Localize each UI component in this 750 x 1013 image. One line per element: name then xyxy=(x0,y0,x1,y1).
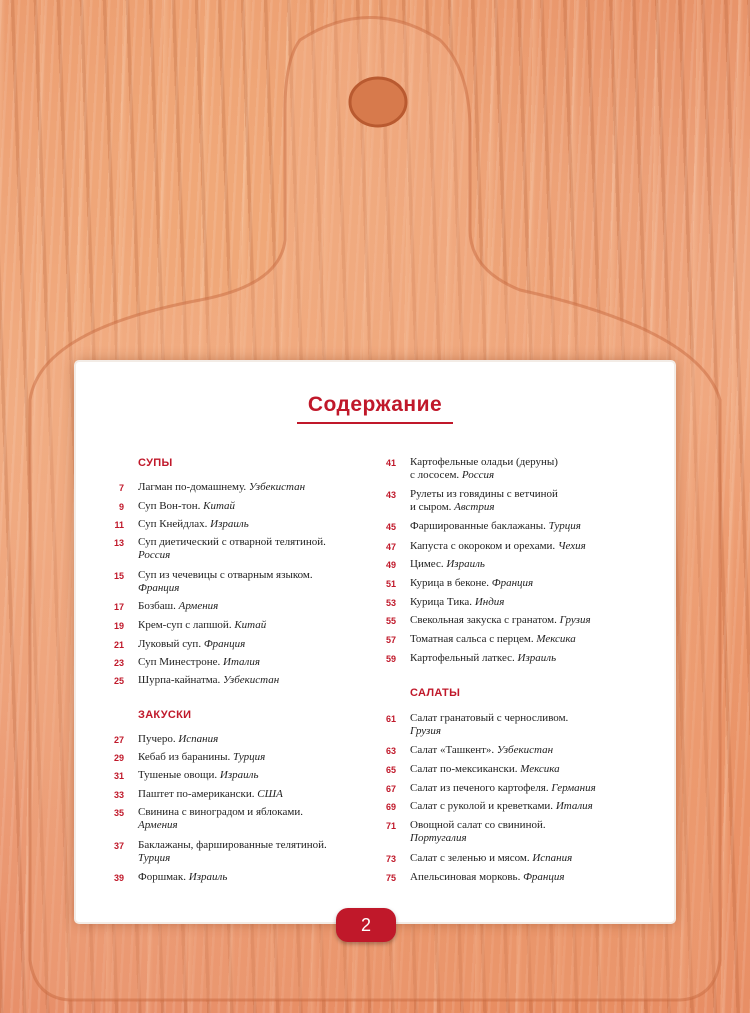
toc-page-number: 43 xyxy=(385,490,396,500)
toc-entry-title: Шурпа-кайнатма. xyxy=(138,674,224,686)
toc-entry-title: Суп из чечевицы с отварным языком. xyxy=(138,569,313,581)
toc-entry-title: Бозбаш. xyxy=(138,600,179,612)
toc-entry xyxy=(138,536,326,562)
toc-entry xyxy=(410,596,504,609)
toc-entry-country: Россия xyxy=(461,469,495,481)
toc-page-number: 35 xyxy=(113,808,124,818)
title-underline xyxy=(297,422,453,424)
toc-entry-country: Грузия xyxy=(410,725,441,737)
toc-entry-title: Апельсиновая морковь. xyxy=(410,871,524,883)
toc-entry-country: Португалия xyxy=(410,832,467,844)
toc-page-number: 9 xyxy=(118,502,124,512)
toc-entry-country: Франция xyxy=(523,871,565,883)
toc-entry-title: Форшмак. xyxy=(138,871,189,883)
toc-entry-country: Китай xyxy=(234,619,267,631)
toc-entry-country: Италия xyxy=(223,656,260,668)
toc-page-number: 31 xyxy=(113,771,124,781)
toc-page-number: 7 xyxy=(118,483,124,493)
toc-entry-title: Салат из печеного картофеля. xyxy=(410,782,552,794)
toc-entry-title: Лагман по-домашнему. xyxy=(138,481,249,493)
toc-page-number: 63 xyxy=(385,746,396,756)
toc-entry-country: Россия xyxy=(138,549,171,561)
toc-page-number: 37 xyxy=(113,841,124,851)
toc-page-number: 27 xyxy=(113,735,124,745)
toc-page-number: 69 xyxy=(385,802,396,812)
toc-entry-country: Франция xyxy=(203,638,246,650)
toc-entry xyxy=(138,638,245,651)
toc-entry xyxy=(410,520,581,533)
toc-entry-country: Франция xyxy=(491,577,534,589)
toc-entry-title: Суп Минестроне. xyxy=(138,656,224,668)
toc-entry xyxy=(410,819,546,845)
toc-entry-title: Курица в беконе. xyxy=(410,577,492,589)
toc-entry-country: Австрия xyxy=(454,501,495,513)
toc-entry-title-cont: с лососем. xyxy=(410,469,462,481)
toc-entry xyxy=(138,788,283,801)
toc-page-number: 25 xyxy=(113,676,124,686)
toc-entry xyxy=(138,656,260,669)
toc-entry xyxy=(410,800,593,813)
toc-entry xyxy=(138,674,279,687)
toc-page-number: 19 xyxy=(113,621,124,631)
toc-entry xyxy=(138,600,218,613)
toc-entry-title: Цимес. xyxy=(410,558,447,570)
toc-entry-title: Пучеро. xyxy=(138,733,179,745)
toc-entry-country: Израиль xyxy=(219,769,259,781)
toc-entry-title: Суп Вон-тон. xyxy=(138,500,204,512)
toc-entry xyxy=(410,558,485,571)
toc-entry-country: Израиль xyxy=(446,558,485,570)
toc-entry-title: Салат по-мексикански. xyxy=(410,763,521,775)
toc-page-number: 29 xyxy=(113,753,124,763)
toc-entry xyxy=(410,744,553,757)
toc-entry xyxy=(138,751,265,764)
toc-entry-title: Картофельный латкес. xyxy=(410,652,518,664)
toc-page-number: 17 xyxy=(113,602,124,612)
section-heading: САЛАТЫ xyxy=(410,687,461,699)
toc-entry-country: Мексика xyxy=(520,763,560,775)
toc-page-number: 13 xyxy=(113,538,124,548)
toc-page-number: 49 xyxy=(385,560,396,570)
toc-page-number: 45 xyxy=(385,522,396,532)
toc-entry-title: Тушеные овощи. xyxy=(138,769,220,781)
toc-entry-title: Паштет по-американски. xyxy=(138,788,258,800)
toc-entry-title: Свекольная закуска с гранатом. xyxy=(410,614,560,626)
toc-entry xyxy=(410,712,568,738)
toc-entry-country: Узбекистан xyxy=(223,674,280,686)
toc-entry xyxy=(410,540,586,553)
toc-entry-country: Узбекистан xyxy=(248,481,306,493)
toc-page-number: 53 xyxy=(385,598,396,608)
toc-page-number: 11 xyxy=(114,520,124,530)
toc-entry xyxy=(138,871,227,884)
toc-page-number: 73 xyxy=(385,854,396,864)
toc-entry-title-cont: и сыром. xyxy=(410,501,455,513)
toc-entry-title: Крем-суп с лапшой. xyxy=(138,619,235,631)
toc-page-number: 59 xyxy=(385,654,396,664)
toc-entry-title: Овощной салат со свининой. xyxy=(410,819,546,831)
toc-entry-country: Израиль xyxy=(188,871,228,883)
toc-entry-country: Израиль xyxy=(517,652,557,664)
toc-page-number: 61 xyxy=(385,714,396,724)
toc-page-number: 15 xyxy=(113,571,124,581)
toc-entry-title: Суп диетический с отварной телятиной. xyxy=(138,536,326,548)
toc-entry-country: Турция xyxy=(548,520,581,532)
toc-entry-country: Испания xyxy=(178,733,219,745)
toc-entry-title: Салат с зеленью и мясом. xyxy=(410,852,533,864)
toc-page-number: 47 xyxy=(385,542,396,552)
page-title: Содержание xyxy=(307,393,443,416)
toc-entry xyxy=(410,852,572,865)
toc-entry-title: Кебаб из баранины. xyxy=(138,751,234,763)
toc-entry xyxy=(138,839,327,865)
toc-page-number: 41 xyxy=(385,458,396,468)
toc-entry-title: Салат с руколой и креветками. xyxy=(410,800,556,812)
section-heading: СУПЫ xyxy=(138,457,173,469)
toc-entry-country: США xyxy=(257,788,283,800)
toc-entry xyxy=(410,614,591,627)
toc-entry-country: Израиль xyxy=(210,518,249,530)
toc-page-number: 21 xyxy=(113,640,124,650)
toc-entry-title: Салат «Ташкент». xyxy=(410,744,497,756)
page-number-badge: 2 xyxy=(336,908,396,942)
toc-entry-title: Томатная сальса с перцем. xyxy=(410,633,537,645)
toc-entry xyxy=(410,871,565,884)
toc-entry-country: Италия xyxy=(555,800,593,812)
toc-entry-title: Суп Кнейдлах. xyxy=(138,518,211,530)
section-heading: ЗАКУСКИ xyxy=(138,709,192,721)
toc-entry xyxy=(410,633,576,646)
toc-entry-country: Франция xyxy=(138,582,180,594)
toc-entry xyxy=(138,481,305,494)
toc-entry-title: Свинина с виноградом и яблоками. xyxy=(138,806,303,818)
toc-entry-country: Чехия xyxy=(557,540,586,552)
toc-entry xyxy=(138,733,218,746)
toc-entry xyxy=(410,652,556,665)
toc-entry xyxy=(138,569,313,595)
toc-entry xyxy=(410,763,560,776)
toc-page-number: 23 xyxy=(113,658,124,668)
toc-entry-country: Армения xyxy=(138,819,178,831)
toc-entry-country: Испания xyxy=(532,852,573,864)
toc-page-number: 65 xyxy=(385,765,396,775)
toc-entry xyxy=(410,488,558,514)
toc-entry xyxy=(410,782,596,795)
toc-page-number: 33 xyxy=(113,790,124,800)
toc-entry-title: Фаршированные баклажаны. xyxy=(410,520,549,532)
toc-entry-country: Турция xyxy=(233,751,266,763)
toc-entry-country: Грузия xyxy=(559,614,591,626)
toc-page-number: 51 xyxy=(385,579,396,589)
toc-entry-title: Курица Тика. xyxy=(410,596,475,608)
toc-entry-country: Узбекистан xyxy=(496,744,554,756)
toc-entry-title: Капуста с окороком и орехами. xyxy=(410,540,558,552)
toc-entry-country: Армения xyxy=(178,600,219,612)
toc-entry-country: Германия xyxy=(551,782,596,794)
toc-entry-country: Турция xyxy=(138,852,171,864)
toc-entry-country: Китай xyxy=(203,500,236,512)
toc-page-number: 67 xyxy=(385,784,396,794)
toc-entry-country: Индия xyxy=(474,596,505,608)
toc-entry xyxy=(410,456,558,482)
toc-page-number: 55 xyxy=(385,616,396,626)
toc-entry xyxy=(410,577,533,590)
toc-entry xyxy=(138,518,249,531)
toc-entry-title: Луковый суп. xyxy=(138,638,204,650)
board-hole xyxy=(350,78,406,126)
toc-entry-title: Картофельные оладьи (деруны) xyxy=(410,456,558,468)
toc-entry xyxy=(138,619,266,632)
toc-entry xyxy=(138,769,258,782)
toc-page-number: 39 xyxy=(113,873,124,883)
toc-entry xyxy=(138,500,235,513)
toc-entry-title: Салат гранатовый с черносливом. xyxy=(410,712,569,724)
toc-page-number: 75 xyxy=(385,873,396,883)
toc-page-number: 71 xyxy=(385,821,396,831)
toc-entry-country: Мексика xyxy=(536,633,576,645)
toc-entry-title: Рулеты из говядины с ветчиной xyxy=(410,488,558,500)
toc-page-number: 57 xyxy=(385,635,396,645)
toc-entry-title: Баклажаны, фаршированные телятиной. xyxy=(138,839,327,851)
toc-entry xyxy=(138,806,303,832)
